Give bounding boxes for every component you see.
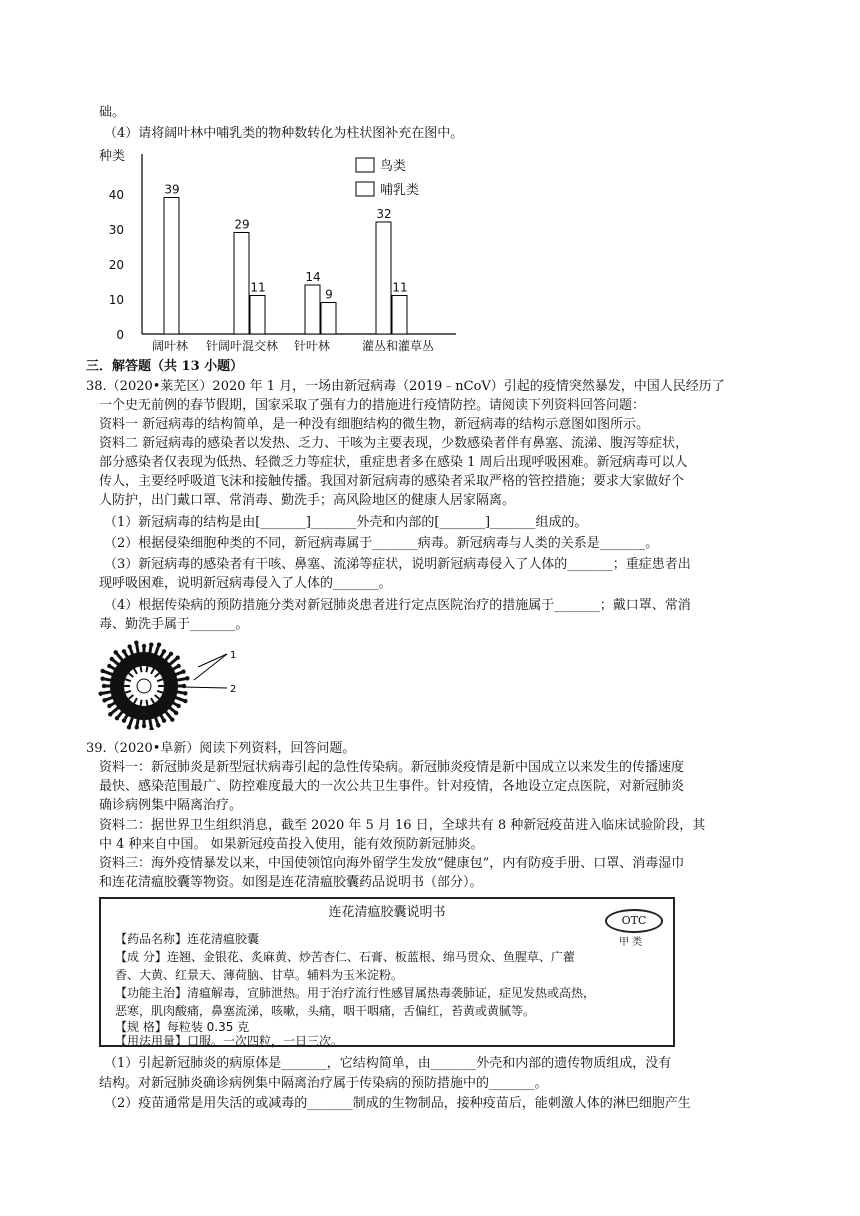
spike-head — [176, 704, 180, 708]
leaflet-function: 恶寒，肌肉酸痛，鼻塞流涕，咳嗽，头痛，咽干咽痛，舌偏红，苔黄或黄腻等。 — [115, 1004, 536, 1018]
spike-head — [170, 718, 174, 722]
leaflet-title: 连花清瘟胶囊说明书 — [328, 905, 446, 920]
spike-head — [183, 699, 187, 703]
q39-line: 资料一：新冠肺炎是新型冠状病毒引起的急性传染病。新冠肺炎疫情是新中国成立以来发生的传播速度 — [99, 760, 685, 775]
inner-texture — [146, 700, 147, 706]
spike-head — [176, 664, 180, 668]
data-label: 11 — [392, 280, 408, 295]
q39-line: 39.（2020•阜新）阅读下列资料，回答问题。 — [86, 741, 356, 756]
x-tick-label: 阔叶林 — [151, 339, 189, 353]
y-tick-label: 10 — [108, 293, 124, 307]
y-axis-label: 种类 — [98, 149, 126, 164]
leaflet-usage: 【用法用量】口服。一次四粒，一日三次。 — [115, 1034, 344, 1048]
data-label: 9 — [325, 287, 333, 302]
leaflet-drug-name: 【药品名称】连花清瘟胶囊 — [115, 932, 260, 946]
otc-badge: OTC — [605, 909, 663, 933]
spike-head — [102, 684, 106, 688]
x-tick-label: 灌丛和灌草丛 — [361, 339, 435, 353]
spike-head — [107, 704, 111, 708]
q39-line: 和连花清瘟胶囊等物资。如图是连花清瘟胶囊药品说明书（部分）。 — [99, 875, 483, 890]
q39-line: 确诊病例集中隔离治疗。 — [99, 798, 243, 813]
spike-head — [181, 669, 185, 673]
virus-structure-figure — [96, 640, 246, 730]
bar — [305, 285, 320, 334]
q38-line: 一个史无前例的春节假期，国家采取了强有力的措施进行疫情防控。请阅读下列资料回答问题： — [99, 398, 646, 413]
q38-subquestion: （3）新冠病毒的感染者有干咳、鼻塞、流涕等症状，说明新冠病毒侵入了人体的_______；重症患者出 — [104, 557, 691, 572]
spike-head — [102, 698, 106, 702]
q39-line: 资料二：据世界卫生组织消息，截至 2020 年 5 月 16 日，全球共有 8 种新冠疫苗进入临床试验阶段，其 — [99, 818, 706, 833]
q39-subquestion: 结构。对新冠肺炎确诊病例集中隔离治疗属于传染病的预防措施中的_______。 — [99, 1076, 548, 1091]
spike-head — [127, 725, 131, 729]
y-tick-label: 30 — [108, 223, 124, 237]
y-tick-label: 20 — [108, 258, 124, 272]
q39-subquestion: （1）引起新冠肺炎的病原体是_______，它结构简单，由_______外壳和内部的遗传物质组成，没有 — [104, 1056, 672, 1071]
spike-head — [157, 642, 161, 646]
spike-head — [107, 664, 111, 668]
spike-head — [110, 657, 114, 661]
bar — [164, 198, 179, 335]
spike-head — [98, 691, 102, 695]
q38-line: 资料二 新冠病毒的感染者以发热、乏力、干咳为主要表现，少数感染者伴有鼻塞、流涕、腹泻等症状， — [99, 436, 689, 451]
y-tick-label: 0 — [116, 328, 124, 342]
inner-texture — [141, 700, 142, 706]
data-label: 39 — [164, 182, 180, 197]
spike-head — [162, 718, 166, 722]
spike-head — [142, 644, 146, 648]
bar — [321, 303, 336, 335]
genetic-material — [137, 679, 151, 693]
spike-head — [185, 676, 189, 680]
spike-head — [100, 677, 104, 681]
spike-head — [169, 652, 173, 656]
otc-class: 甲 类 — [619, 937, 643, 948]
spike-head — [156, 723, 160, 727]
legend-label: 鸟类 — [380, 159, 407, 174]
leaflet-function: 【功能主治】清瘟解毒，宣肺泄热。用于治疗流行性感冒属热毒袭肺证，症见发热或高热， — [115, 986, 596, 1000]
spike-head — [108, 712, 112, 716]
spike-head — [176, 656, 180, 660]
q38-line: 38.（2020•莱芜区）2020 年 1 月，一场由新冠病毒（2019﹣nCoV）引起的疫情突然暴发，中国人民经历了 — [86, 379, 725, 394]
spike-head — [100, 669, 104, 673]
leaflet-ingredients: 香、大黄、红景天、薄荷脑、甘草。辅料为玉米淀粉。 — [115, 968, 404, 982]
pointer-line-2 — [182, 687, 227, 688]
inner-texture — [141, 666, 142, 672]
question-4-prompt: （4）请将阔叶林中哺乳类的物种数转化为柱状图补充在图中。 — [104, 126, 464, 141]
data-label: 11 — [250, 280, 266, 295]
spike-head — [114, 650, 118, 654]
q38-subquestion: 毒、勤洗手属于_______。 — [99, 617, 249, 632]
bar — [234, 233, 249, 335]
section-title: 三．解答题（共 13 小题） — [86, 359, 244, 374]
leaflet-ingredients: 【成 分】连翘、金银花、炙麻黄、炒苦杏仁、石膏、板蓝根、绵马贯众、鱼腥草、广藿 — [115, 950, 575, 964]
legend-swatch — [356, 158, 374, 172]
spike-head — [122, 649, 126, 653]
q38-subquestion: （2）根据侵染细胞种类的不同，新冠病毒属于_______病毒。新冠病毒与人类的关系是_______。 — [104, 536, 659, 551]
spike-head — [122, 718, 126, 722]
figure-label-2: 2 — [230, 684, 237, 695]
y-tick-label: 40 — [108, 188, 124, 202]
data-label: 29 — [234, 217, 250, 232]
q38-line: 资料一 新冠病毒的结构简单，是一种没有细胞结构的微生物，新冠病毒的结构示意图如图所示。 — [99, 417, 650, 432]
text-line: 础。 — [99, 105, 126, 120]
q38-subquestion: 现呼吸困难，说明新冠病毒侵入了人体的_______。 — [99, 576, 392, 591]
q38-line: 人防护，出门戴口罩、常消毒、勤洗手；高风险地区的健康人居家隔离。 — [99, 493, 516, 508]
q38-subquestion: （4）根据传染病的预防措施分类对新冠肺炎患者进行定点医院治疗的措施属于_______；戴口罩、常消 — [104, 598, 691, 613]
legend-swatch — [356, 182, 374, 196]
figure-label-1: 1 — [230, 650, 237, 661]
q39-line: 中 4 种来自中国。 如果新冠疫苗投入使用，能有效预防新冠肺炎。 — [99, 837, 484, 852]
spike-head — [115, 716, 119, 720]
x-tick-label: 针叶林 — [293, 339, 331, 353]
data-label: 32 — [376, 207, 392, 221]
q38-line: 部分感染者仅表现为低热、轻微乏力等症状，重症患者多在感染 1 周后出现呼吸困难。新冠病毒可以人 — [99, 455, 688, 470]
spike-head — [183, 691, 187, 695]
q38-subquestion: （1）新冠病毒的结构是由[_______]_______外壳和内部的[_______]_______组成的。 — [104, 515, 588, 530]
spike-head — [162, 649, 166, 653]
bar — [250, 296, 265, 335]
inner-texture — [146, 666, 147, 672]
legend-label: 哺乳类 — [380, 183, 420, 198]
spike-head — [174, 711, 178, 715]
bar-chart — [86, 142, 466, 357]
bar — [376, 222, 391, 334]
q38-line: 传人，主要经呼吸道飞沫和接触传播。我国对新冠病毒的感染者采取严格的管控措施；要求大家做好个 — [99, 474, 685, 489]
q39-line: 最快、感染范围最广、防控难度最大的一次公共卫生事件。针对疫情，各地设立定点医院，对新冠肺炎 — [99, 779, 685, 794]
spike-head — [135, 725, 139, 729]
q39-subquestion: （2）疫苗通常是用失活的或减毒的_______制成的生物制品，接种疫苗后，能刺激人体的淋巴细胞产生 — [104, 1096, 691, 1111]
drug-leaflet — [99, 897, 675, 1047]
bar — [392, 296, 407, 335]
q39-line: 资料三：海外疫情暴发以来，中国使领馆向海外留学生发放“健康包”，内有防疫手册、口罩、消毒湿巾 — [99, 856, 685, 871]
x-tick-label: 针阔叶混交林 — [205, 339, 279, 353]
spike-head — [149, 642, 153, 646]
data-label: 14 — [305, 270, 321, 284]
spike-head — [142, 724, 146, 728]
spike-head — [127, 644, 131, 648]
spike-head — [134, 640, 138, 644]
leaflet-spec: 【规 格】每粒装 0.35 克 — [115, 1020, 250, 1034]
